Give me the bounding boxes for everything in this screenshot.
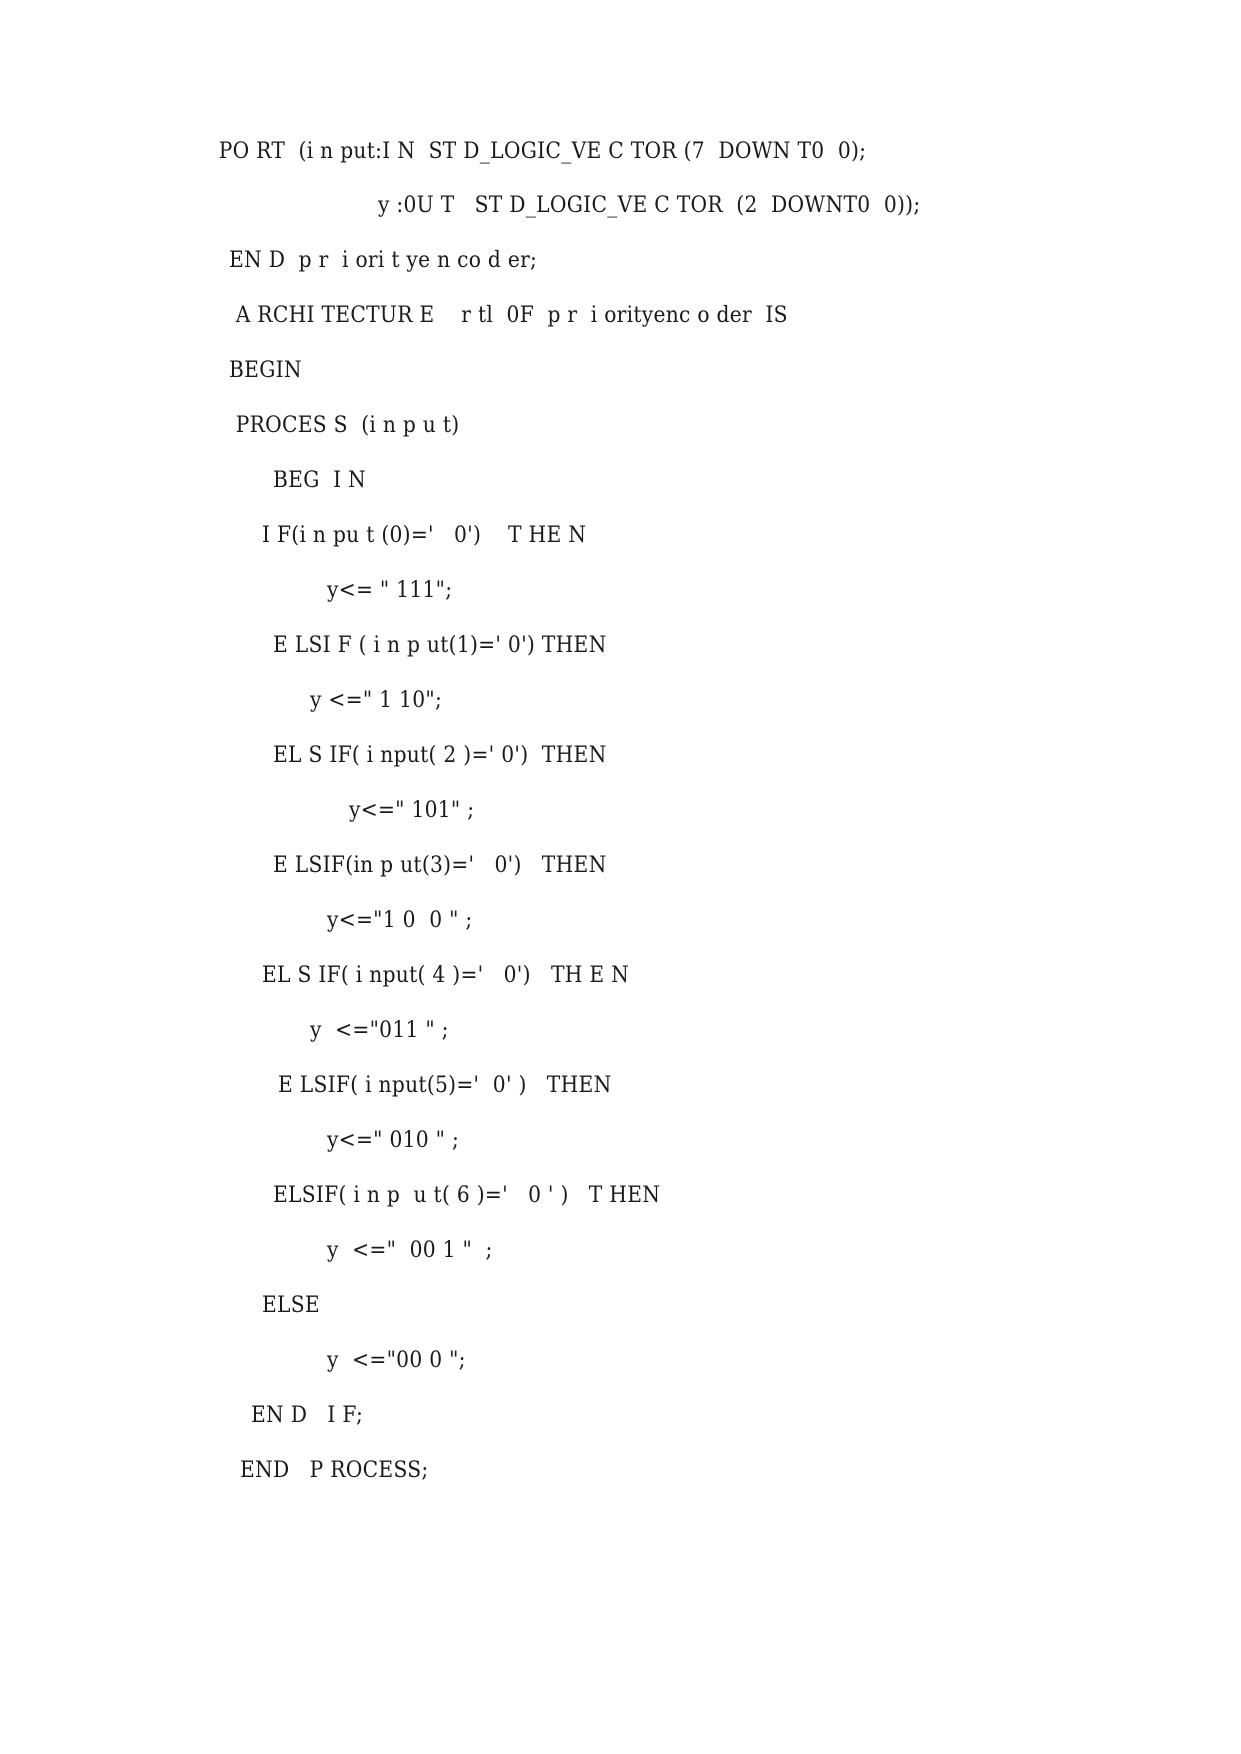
code-line-architecture: A RCHI TECTUR E r tl 0F p r i orityenc o der IS: [229, 303, 788, 328]
code-line-elsif-5: E LSIF( i nput(5)=' 0' ) THEN: [278, 1073, 612, 1098]
code-line-end-if: EN D I F;: [251, 1403, 364, 1428]
code-line-assign-101: y<=" 101" ;: [349, 798, 475, 823]
code-line-elsif-1: E LSI F ( i n p ut(1)=' 0') THEN: [273, 633, 607, 658]
code-line-port: PO RT (i n put:I N ST D_LOGIC_VE C TOR (7 DOWN T0 0);: [212, 139, 867, 164]
code-line-assign-100: y<="1 0 0 " ;: [327, 908, 473, 933]
code-line-process: PROCES S (i n p u t): [229, 413, 460, 438]
code-line-elsif-3: E LSIF(in p ut(3)=' 0') THEN: [273, 853, 607, 878]
code-line-assign-111: y<= " 111";: [327, 578, 453, 603]
code-line-elsif-6: ELSIF( i n p u t( 6 )=' 0 ' ) T HEN: [273, 1183, 661, 1208]
code-line-port-output: y :0U T ST D_LOGIC_VE C TOR (2 DOWNT0 0));: [378, 193, 921, 218]
code-line-end-process: END P ROCESS;: [240, 1458, 429, 1483]
code-line-assign-001: y <=" 00 1 " ;: [327, 1238, 493, 1263]
code-line-elsif-4: EL S IF( i nput( 4 )=' 0') TH E N: [262, 963, 630, 988]
code-line-begin: BEGIN: [229, 358, 302, 383]
code-line-process-begin: BEG I N: [273, 468, 367, 493]
code-line-end-entity: EN D p r i ori t ye n co d er;: [229, 248, 538, 273]
code-line-assign-010: y<=" 010 " ;: [327, 1128, 460, 1153]
code-line-assign-011: y <="011 " ;: [310, 1018, 449, 1043]
code-line-elsif-2: EL S IF( i nput( 2 )=' 0') THEN: [273, 743, 607, 768]
code-line-if-0: I F(i n pu t (0)=' 0') T HE N: [262, 523, 587, 548]
code-line-else: ELSE: [262, 1293, 320, 1318]
code-line-assign-110: y <=" 1 10";: [310, 688, 443, 713]
code-line-assign-000: y <="00 0 ";: [327, 1348, 466, 1373]
